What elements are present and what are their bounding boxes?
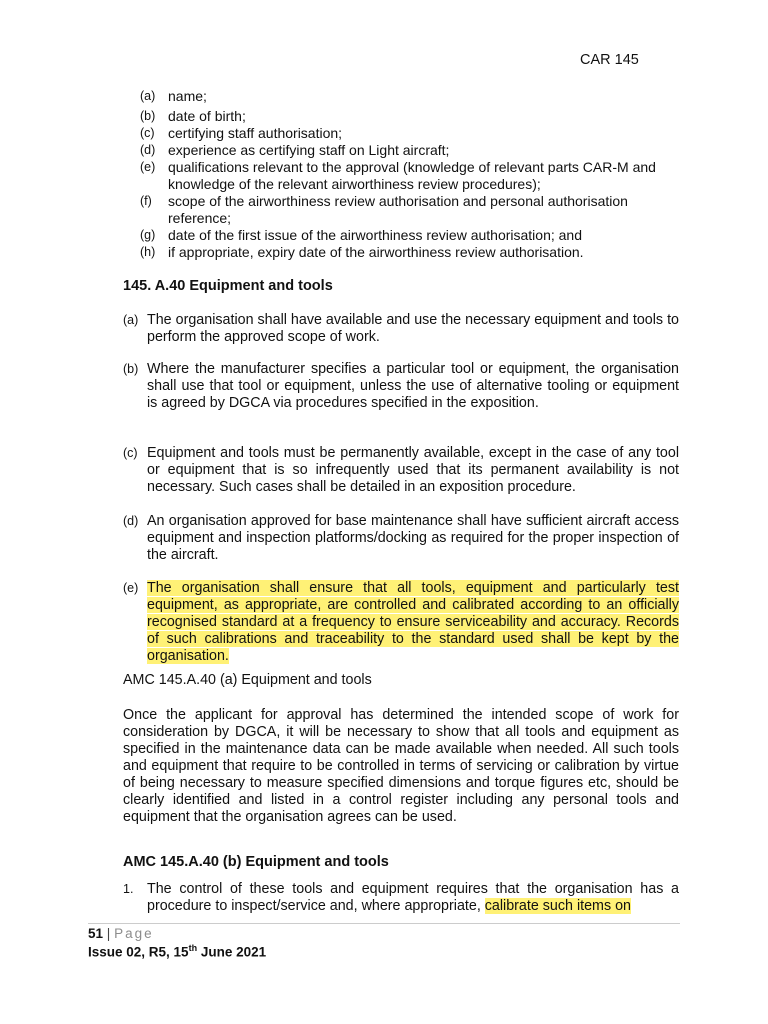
- amc-b-title: AMC 145.A.40 (b) Equipment and tools: [123, 854, 389, 870]
- footer-page-number: [88, 926, 154, 941]
- paragraph-item: [123, 445, 679, 496]
- highlighted-text: The organisation shall ensure that all tools, equipment and particularly test equipment, as appropriate, are controlled and calibrated according to an officially recognised standard at a frequency to ensure serviceability and accuracy. Records of such calibrations and traceability to the standard used shall be kept by the organisation.: [147, 580, 679, 664]
- item-label: (h): [140, 245, 156, 259]
- paragraph-item: [123, 580, 679, 665]
- paragraph-text: Equipment and tools must be permanently available, except in the case of any tool or equipment that is so infrequently used that its permanent availability is not necessary. Such cases shall be detailed in an exposition procedure.: [147, 445, 679, 495]
- list-item: [140, 193, 680, 227]
- item-text: name;: [168, 88, 207, 104]
- list-item: [140, 88, 680, 105]
- amc-a-body: Once the applicant for approval has determined the intended scope of work for consideration by DGCA, it will be necessary to show that all tools and equipment as specified in the maintenance data can be made available when needed. All such tools and equipment that require to be controlled in terms of servicing or calibration by virtue of being necessary to measure specified dimensions and torque figures etc, should be clearly identified and listed in a control register including any personal tools and equipment that the organisation agrees can be used.: [123, 707, 679, 825]
- item-label: (d): [140, 143, 156, 157]
- amc-b-item-highlight: calibrate such items on: [484, 898, 631, 914]
- item-label: (g): [140, 228, 156, 242]
- paragraph-item: [123, 513, 679, 564]
- issue-suffix: June 2021: [197, 944, 267, 960]
- item-text: certifying staff authorisation;: [168, 125, 343, 141]
- section-heading: 145. A.40 Equipment and tools: [123, 278, 333, 294]
- amc-a-title: AMC 145.A.40 (a) Equipment and tools: [123, 672, 372, 688]
- list-item: [140, 159, 680, 193]
- paragraph-item: [123, 312, 679, 346]
- issue-prefix: Issue 02, R5, 15: [88, 944, 189, 960]
- list-item: [140, 227, 680, 244]
- paragraph-item: [123, 361, 679, 412]
- amc-b-item-plain: The control of these tools and equipment requires that the organisation has a procedure to inspect/service and, where appropriate,: [147, 881, 679, 914]
- item-text: scope of the airworthiness review authorisation and personal authorisation reference;: [168, 193, 628, 226]
- item-text: if appropriate, expiry date of the airworthiness review authorisation.: [168, 244, 584, 260]
- paragraph-label: (e): [123, 581, 139, 595]
- item-text: date of the first issue of the airworthiness review authorisation; and: [168, 227, 582, 243]
- item-label: (b): [140, 109, 156, 123]
- list-item: [140, 125, 680, 142]
- page-word: Page: [114, 926, 154, 941]
- page-number: 51: [88, 926, 104, 941]
- authorisation-details-list: [140, 88, 680, 261]
- list-item: [140, 244, 680, 261]
- item-label: (e): [140, 160, 156, 174]
- paragraph-text: Where the manufacturer specifies a particular tool or equipment, the organisation shall use that tool or equipment, unless the use of alternative tooling or equipment is agreed by DGCA via procedures specified in the exposition.: [147, 361, 679, 411]
- paragraph-label: (c): [123, 446, 138, 460]
- paragraph-label: (a): [123, 313, 139, 327]
- item-text: qualifications relevant to the approval (knowledge of relevant parts CAR-M and knowledge of the relevant airworthiness review procedures);: [168, 159, 656, 192]
- paragraph-label: (d): [123, 514, 139, 528]
- page-separator: |: [106, 926, 111, 941]
- document-code: CAR 145: [580, 52, 639, 68]
- list-item: [140, 142, 680, 159]
- list-item: [140, 108, 680, 125]
- footer-issue: [88, 943, 266, 960]
- paragraph-text-highlighted: [147, 580, 679, 665]
- item-label: (f): [140, 194, 152, 208]
- item-label: (c): [140, 126, 155, 140]
- item-text: date of birth;: [168, 108, 246, 124]
- footer-divider: [88, 923, 680, 924]
- amc-b-item: [123, 881, 679, 915]
- paragraph-text: An organisation approved for base maintenance shall have sufficient aircraft access equipment and inspection platforms/docking as required for the proper inspection of the aircraft.: [147, 513, 679, 563]
- item-label: (a): [140, 89, 156, 103]
- item-text: experience as certifying staff on Light aircraft;: [168, 142, 450, 158]
- issue-sup: th: [188, 943, 198, 953]
- amc-b-item-text: [147, 881, 679, 915]
- paragraph-label: (b): [123, 362, 139, 376]
- paragraph-text: The organisation shall have available and use the necessary equipment and tools to perform the approved scope of work.: [147, 312, 679, 345]
- amc-b-item-label: 1.: [123, 882, 134, 896]
